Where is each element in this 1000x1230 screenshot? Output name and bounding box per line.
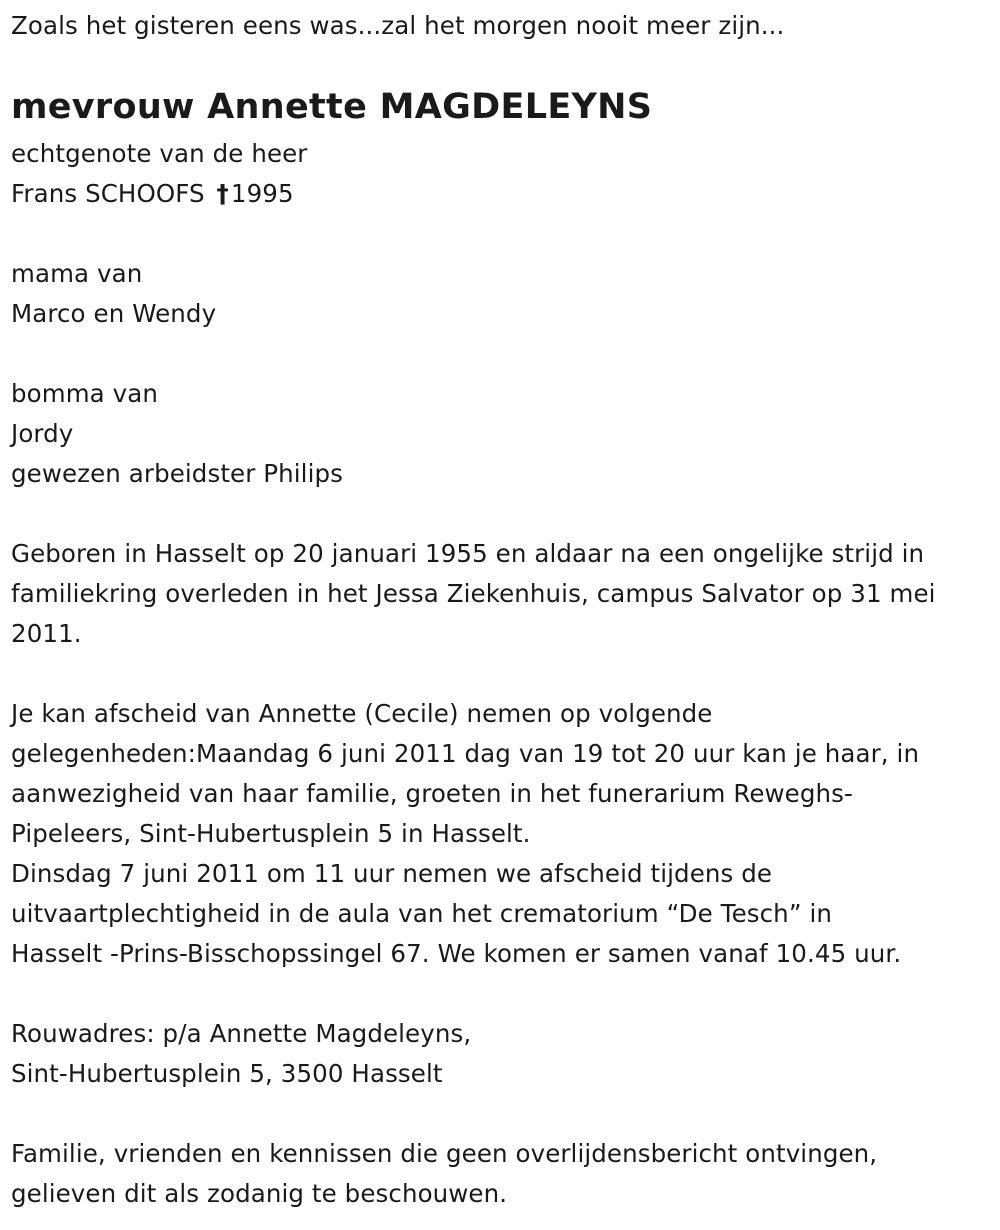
spouse-intro: echtgenote van de heer xyxy=(11,139,308,168)
mother-of-label: mama van xyxy=(11,259,143,288)
paragraph-line: aanwezigheid van haar familie, groeten in het funerarium Reweghs- xyxy=(11,779,853,808)
paragraph-line: Dinsdag 7 juni 2011 om 11 uur nemen we afscheid tijdens de xyxy=(11,859,773,888)
occupation: gewezen arbeidster Philips xyxy=(11,459,343,488)
spouse-section xyxy=(11,134,307,214)
grandchildren-names: Jordy xyxy=(11,419,74,448)
paragraph-line: Pipeleers, Sint-Hubertusplein 5 in Hasselt. xyxy=(11,819,531,848)
paragraph-line: Familie, vrienden en kennissen die geen overlijdensbericht ontvingen, xyxy=(11,1139,878,1168)
paragraph-line: 2011. xyxy=(11,619,82,648)
cross-icon: † xyxy=(216,179,229,208)
grandchildren-section xyxy=(11,374,343,494)
address-line: Rouwadres: p/a Annette Magdeleyns, xyxy=(11,1019,472,1048)
paragraph-line: Je kan afscheid van Annette (Cecile) nemen op volgende xyxy=(11,699,713,728)
deceased-name: mevrouw Annette MAGDELEYNS xyxy=(11,87,653,127)
spouse-name: Frans SCHOOFS xyxy=(11,179,205,208)
children-names: Marco en Wendy xyxy=(11,299,217,328)
paragraph-line: Hasselt -Prins-Bisschopssingel 67. We komen er samen vanaf 10.45 uur. xyxy=(11,939,902,968)
motto: Zoals het gisteren eens was...zal het morgen nooit meer zijn... xyxy=(11,11,785,40)
children-section xyxy=(11,254,216,334)
spouse-line xyxy=(11,174,307,214)
address-line: Sint-Hubertusplein 5, 3500 Hasselt xyxy=(11,1059,443,1088)
paragraph-line: gelieven dit als zodanig te beschouwen. xyxy=(11,1179,508,1208)
paragraph-line: Geboren in Hasselt op 20 januari 1955 en aldaar na een ongelijke strijd in xyxy=(11,539,925,568)
spouse-death-year: 1995 xyxy=(230,179,294,208)
paragraph-line: gelegenheden:Maandag 6 juni 2011 dag van 19 tot 20 uur kan je haar, in xyxy=(11,739,920,768)
closing-paragraph xyxy=(11,1134,877,1214)
paragraph-line: familiekring overleden in het Jessa Ziekenhuis, campus Salvator op 31 mei xyxy=(11,579,936,608)
grandmother-of-label: bomma van xyxy=(11,379,159,408)
birth-death-paragraph xyxy=(11,534,936,654)
farewell-paragraph xyxy=(11,694,919,974)
mourning-address xyxy=(11,1014,471,1094)
paragraph-line: uitvaartplechtigheid in de aula van het crematorium “De Tesch” in xyxy=(11,899,833,928)
